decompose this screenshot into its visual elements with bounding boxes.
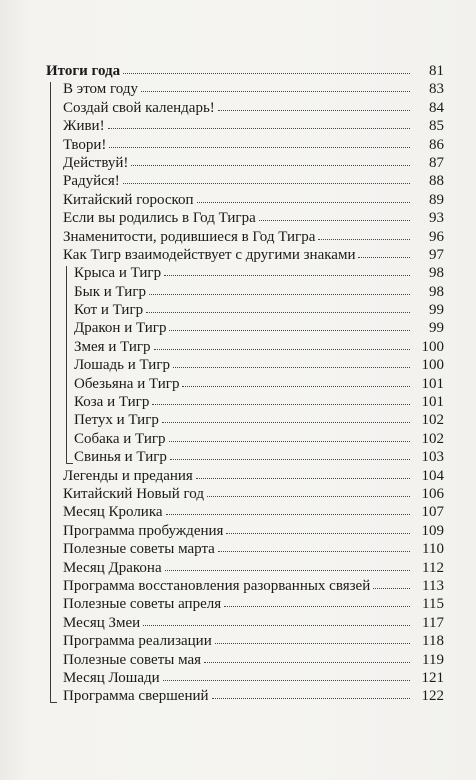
toc-entry-page-number: 101 — [421, 394, 444, 411]
toc-entry — [46, 632, 444, 650]
dot-leader — [152, 404, 410, 405]
toc-entry-title: Бык и Тигр — [74, 283, 146, 300]
dot-leader — [149, 294, 410, 295]
toc-entry-title: Месяц Дракона — [63, 559, 162, 576]
toc-entry-page-number: 117 — [422, 614, 444, 631]
toc-entry-title: Программа восстановления разорванных связей — [63, 577, 371, 594]
dot-leader — [163, 680, 410, 681]
toc-entry-title: Обезьяна и Тигр — [74, 375, 180, 392]
toc-entry-page-number: 85 — [429, 118, 444, 135]
toc-entry-page-number: 101 — [421, 375, 444, 392]
toc-entry-page-number: 119 — [422, 651, 444, 668]
toc-entry-title: Создай свой календарь! — [63, 99, 215, 116]
toc-entry-title: Программа реализации — [63, 633, 212, 650]
toc-entry-title: Как Тигр взаимодействует с другими знаками — [63, 246, 356, 263]
toc-entry-title: Радуйся! — [63, 173, 120, 190]
dot-leader — [224, 606, 410, 607]
toc-entry — [46, 503, 444, 521]
toc-entry-line — [63, 595, 444, 613]
toc-entry-page-number: 84 — [429, 99, 444, 116]
toc-entry-line — [74, 338, 444, 356]
dot-leader — [146, 312, 410, 313]
toc-entry-line — [63, 246, 444, 264]
dot-leader — [196, 478, 410, 479]
toc-entry — [46, 99, 444, 117]
toc-entry-page-number: 102 — [421, 412, 444, 429]
dot-leader — [226, 533, 410, 534]
toc-entry-page-number: 99 — [429, 302, 444, 319]
toc-entry-page-number: 96 — [429, 228, 444, 245]
dot-leader — [207, 496, 410, 497]
toc-entry — [46, 577, 444, 595]
toc-entry-line — [63, 669, 444, 687]
toc-entry — [46, 301, 444, 319]
toc-entry-page-number: 118 — [422, 633, 444, 650]
toc-entry — [46, 172, 444, 190]
toc-entry-title: Знаменитости, родившиеся в Год Тигра — [63, 228, 316, 245]
toc-entry-line — [63, 136, 444, 154]
toc-entry-line — [63, 614, 444, 632]
toc-entry-page-number: 99 — [429, 320, 444, 337]
dot-leader — [162, 422, 410, 423]
toc-entry-page-number: 97 — [429, 246, 444, 263]
toc-entry-page-number: 98 — [429, 265, 444, 282]
toc-entry-title: Полезные советы марта — [63, 541, 215, 558]
toc-entry-page-number: 81 — [429, 63, 444, 79]
toc-entry-title: Полезные советы мая — [63, 651, 202, 668]
toc-entry-line — [63, 503, 444, 521]
toc-entry-line — [63, 687, 444, 705]
toc-entry-title: Полезные советы апреля — [63, 596, 222, 613]
toc-entry-page-number: 107 — [421, 504, 444, 521]
toc-entry — [46, 614, 444, 632]
toc-entry-page-number: 104 — [421, 467, 444, 484]
toc-entry-line — [63, 99, 444, 117]
dot-leader — [165, 570, 410, 571]
toc-entry-line — [63, 540, 444, 558]
toc-entry-title: Месяц Кролика — [63, 504, 163, 521]
dot-leader — [218, 551, 410, 552]
toc-entry — [46, 559, 444, 577]
dot-leader — [182, 386, 410, 387]
dot-leader — [215, 643, 410, 644]
dot-leader — [123, 183, 410, 184]
toc-entry-title: Итоги года — [46, 63, 121, 79]
toc-entry-line — [63, 522, 444, 540]
dot-leader — [109, 147, 410, 148]
toc-entry-page-number: 89 — [429, 191, 444, 208]
dot-leader — [218, 110, 410, 111]
dot-leader — [154, 349, 410, 350]
dot-leader — [197, 202, 410, 203]
toc-entry-title: Программа свершений — [63, 688, 209, 705]
toc-entry-title: Программа пробуждения — [63, 522, 224, 539]
toc-entry-title: Действуй! — [63, 154, 129, 171]
toc-entry-title: Твори! — [63, 136, 107, 153]
toc-entry — [46, 80, 444, 98]
dot-leader — [204, 662, 410, 663]
dot-leader — [318, 239, 410, 240]
toc-entry-title: Собака и Тигр — [74, 430, 166, 447]
toc-entry — [46, 246, 444, 264]
toc-entry — [46, 228, 444, 246]
toc-entry-title: Петух и Тигр — [74, 412, 159, 429]
table-of-contents — [46, 62, 444, 706]
toc-entry-line — [63, 209, 444, 227]
toc-entry-line — [63, 117, 444, 135]
toc-entry-line — [63, 228, 444, 246]
toc-entry-line — [74, 319, 444, 337]
toc-entry-title: В этом году — [63, 81, 138, 98]
toc-entry-title: Кот и Тигр — [74, 302, 144, 319]
dot-leader — [212, 698, 410, 699]
toc-entry-title: Легенды и предания — [63, 467, 193, 484]
toc-entry-page-number: 115 — [422, 596, 444, 613]
toc-entry-line — [74, 356, 444, 374]
toc-entry-page-number: 109 — [421, 522, 444, 539]
toc-entry-page-number: 100 — [421, 357, 444, 374]
dot-leader — [143, 625, 410, 626]
toc-entry-line — [63, 559, 444, 577]
toc-entry-title: Крыса и Тигр — [74, 265, 162, 282]
toc-entry-line — [74, 448, 444, 466]
toc-entry-title: Змея и Тигр — [74, 338, 151, 355]
toc-entry-line — [74, 411, 444, 429]
toc-entry — [46, 651, 444, 669]
toc-entry — [46, 448, 444, 466]
toc-entry — [46, 191, 444, 209]
toc-entry-line — [74, 430, 444, 448]
toc-entry-line — [63, 467, 444, 485]
toc-entry-page-number: 102 — [421, 430, 444, 447]
toc-entry — [46, 669, 444, 687]
toc-entry-page-number: 98 — [429, 283, 444, 300]
toc-entry-title: Свинья и Тигр — [74, 449, 167, 466]
toc-entry — [46, 62, 444, 80]
hierarchy-bracket — [66, 266, 73, 463]
toc-entry — [46, 687, 444, 705]
toc-entry — [46, 485, 444, 503]
toc-entry — [46, 154, 444, 172]
dot-leader — [358, 257, 410, 258]
toc-entry — [46, 595, 444, 613]
toc-entry-line — [46, 62, 444, 80]
toc-entry — [46, 540, 444, 558]
toc-entry — [46, 430, 444, 448]
toc-entry — [46, 522, 444, 540]
toc-entry — [46, 209, 444, 227]
toc-entry-page-number: 83 — [429, 81, 444, 98]
toc-entry-title: Месяц Лошади — [63, 669, 160, 686]
toc-entry-line — [63, 80, 444, 98]
dot-leader — [164, 275, 410, 276]
toc-entry-page-number: 103 — [421, 449, 444, 466]
toc-entry — [46, 319, 444, 337]
toc-entry-line — [63, 485, 444, 503]
dot-leader — [131, 165, 410, 166]
dot-leader — [169, 330, 410, 331]
hierarchy-bracket — [50, 82, 57, 703]
toc-entry-page-number: 86 — [429, 136, 444, 153]
dot-leader — [108, 128, 410, 129]
toc-entry-line — [63, 651, 444, 669]
toc-entry — [46, 264, 444, 282]
toc-entry-line — [74, 375, 444, 393]
toc-entry — [46, 411, 444, 429]
dot-leader — [123, 73, 410, 74]
toc-entry-line — [63, 154, 444, 172]
dot-leader — [169, 441, 410, 442]
toc-entry-page-number: 100 — [421, 338, 444, 355]
toc-entry-title: Китайский Новый год — [63, 485, 204, 502]
toc-entry-title: Коза и Тигр — [74, 394, 150, 411]
toc-entry-title: Дракон и Тигр — [74, 320, 167, 337]
toc-entry-line — [74, 283, 444, 301]
toc-entry-page-number: 110 — [422, 541, 444, 558]
toc-entry-line — [74, 264, 444, 282]
toc-entry-page-number: 106 — [421, 485, 444, 502]
toc-entry — [46, 338, 444, 356]
dot-leader — [170, 459, 410, 460]
dot-leader — [166, 514, 410, 515]
toc-entry-line — [74, 301, 444, 319]
toc-entry-page-number: 93 — [429, 210, 444, 227]
toc-entry-title: Китайский гороскоп — [63, 191, 194, 208]
toc-entry-line — [63, 191, 444, 209]
toc-entry — [46, 136, 444, 154]
toc-entry — [46, 467, 444, 485]
dot-leader — [373, 588, 410, 589]
toc-entry — [46, 375, 444, 393]
toc-entry-line — [63, 172, 444, 190]
toc-entry-page-number: 87 — [429, 154, 444, 171]
toc-entry-title: Если вы родились в Год Тигра — [63, 210, 256, 227]
dot-leader — [259, 220, 410, 221]
toc-entry-line — [63, 577, 444, 595]
toc-entry-title: Лошадь и Тигр — [74, 357, 170, 374]
toc-entry-page-number: 88 — [429, 173, 444, 190]
toc-entry — [46, 356, 444, 374]
dot-leader — [173, 367, 410, 368]
toc-entry-page-number: 122 — [421, 688, 444, 705]
dot-leader — [141, 91, 410, 92]
toc-entry-page-number: 113 — [422, 577, 444, 594]
toc-entry — [46, 117, 444, 135]
toc-entry-line — [63, 632, 444, 650]
toc-entry-page-number: 112 — [422, 559, 444, 576]
toc-entry-page-number: 121 — [421, 669, 444, 686]
toc-entry-title: Живи! — [63, 118, 105, 135]
toc-entry-line — [74, 393, 444, 411]
toc-entry — [46, 393, 444, 411]
toc-entry — [46, 283, 444, 301]
toc-entry-title: Месяц Змеи — [63, 614, 141, 631]
